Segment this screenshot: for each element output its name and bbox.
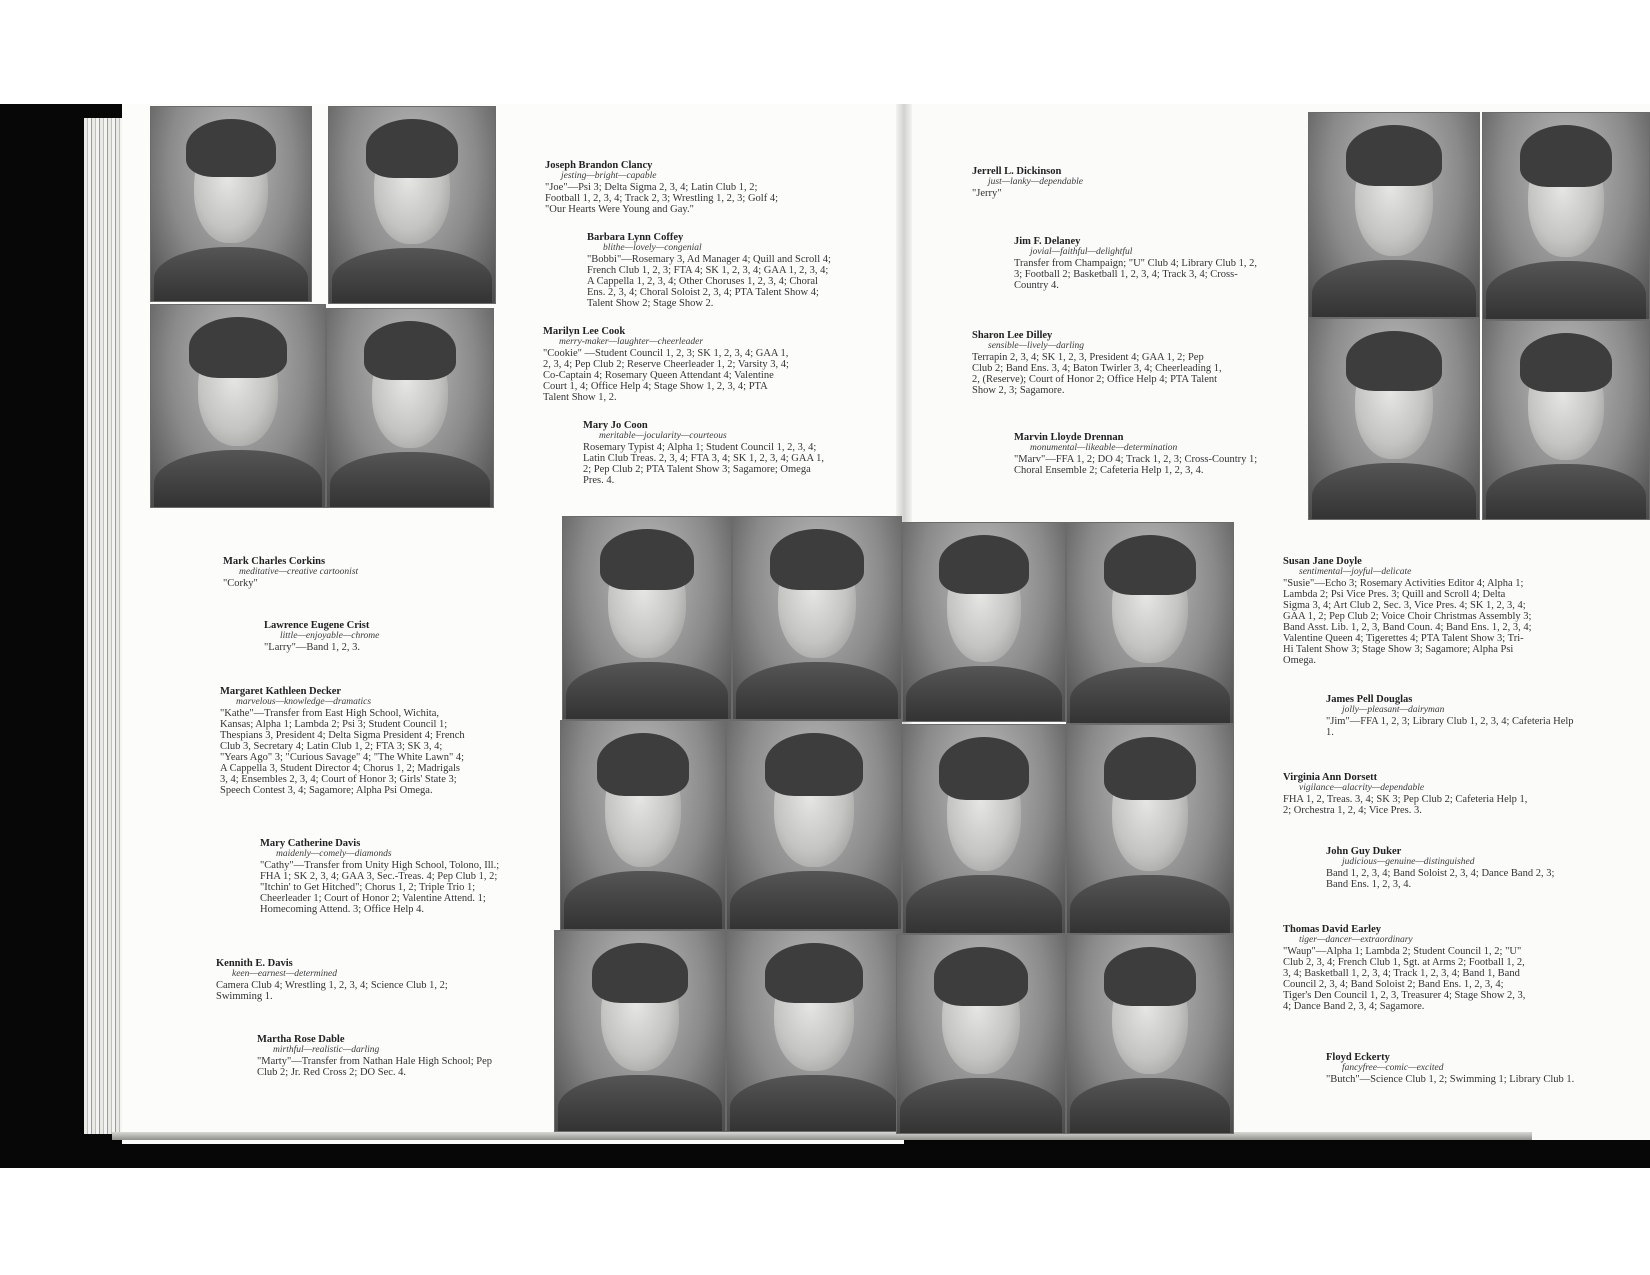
- bio-traits: just—lanky—dependable: [988, 177, 1083, 187]
- senior-bio: [1326, 846, 1576, 890]
- senior-bio: [1014, 236, 1264, 291]
- bio-name: John Guy Duker: [1326, 846, 1402, 857]
- bottom-page-edge: [112, 1132, 1532, 1140]
- bio-name: James Pell Douglas: [1326, 694, 1413, 705]
- senior-bio: [257, 1034, 507, 1078]
- portrait-photo: [328, 106, 496, 304]
- bio-name: Joseph Brandon Clancy: [545, 160, 653, 171]
- senior-bio: [972, 330, 1222, 396]
- bio-traits: monumental—likeable—determination: [1030, 443, 1178, 453]
- bio-traits: judicious—genuine—distinguished: [1342, 857, 1475, 867]
- bio-text: "Cookie" —Student Council 1, 2, 3; SK 1, 2, 3, 4; GAA 1, 2, 3, 4; Pep Club 2; Reserve Cheerleader 1, 2; Varsity 3, 4; Co-Captain 4; Rosemary Queen Attendant 4; Valentine Court 1, 4; Office Help 4; Stage Show 1, 2, 3, 4; PTA Talent Show 1, 2.: [543, 348, 789, 403]
- senior-bio: [223, 556, 473, 589]
- bio-name: Mark Charles Corkins: [223, 556, 326, 567]
- portrait-photo: [554, 930, 726, 1132]
- portrait-photo: [902, 522, 1066, 722]
- bio-traits: jolly—pleasant—dairyman: [1342, 705, 1445, 715]
- portrait-photo: [150, 106, 312, 302]
- bio-text: "Kathe"—Transfer from East High School, Wichita, Kansas; Alpha 1; Lambda 2; Psi 3; Student Council 1; Thespians 3, President 4; Delta Sigma President 4; French Club 3, Secretary 4; Latin Club 1, 2; FTA 3; SK 3, 4; "Years Ago" 3; "Curious Savage" 4; "The White Lawn" 4; A Cappella 3, Student Director 4; Chorus 1, 2; Madrigals 3, 4; Ensembles 2, 3, 4; Court of Honor 3; Girls' State 3; Speech Contest 3, 4; Sagamore; Alpha Psi Omega.: [220, 708, 465, 796]
- senior-bio: [1283, 556, 1533, 666]
- senior-bio: [216, 958, 466, 1002]
- bio-name: Marilyn Lee Cook: [543, 326, 626, 337]
- bio-name: Virginia Ann Dorsett: [1283, 772, 1378, 783]
- portrait-photo: [1066, 934, 1234, 1134]
- bio-traits: jovial—faithful—delightful: [1030, 247, 1133, 257]
- portrait-photo: [726, 720, 902, 930]
- bio-traits: merry-maker—laughter—cheerleader: [559, 337, 704, 347]
- bio-text: "Marty"—Transfer from Nathan Hale High School; Pep Club 2; Jr. Red Cross 2; DO Sec. 4.: [257, 1056, 493, 1078]
- portrait-photo: [726, 930, 902, 1132]
- portrait-photo: [1308, 318, 1480, 520]
- bio-text: Camera Club 4; Wrestling 1, 2, 3, 4; Science Club 1, 2; Swimming 1.: [216, 980, 448, 1002]
- bio-text: FHA 1, 2, Treas. 3, 4; SK 3; Pep Club 2; Cafeteria Help 1, 2; Orchestra 1, 2, 4; Vice Pres. 3.: [1283, 794, 1528, 816]
- portrait-photo: [562, 516, 732, 720]
- portrait-photo: [732, 516, 902, 720]
- senior-bio: [260, 838, 510, 915]
- bio-text: Band 1, 2, 3, 4; Band Soloist 2, 3, 4; Dance Band 2, 3; Band Ens. 1, 2, 3, 4.: [1326, 868, 1555, 890]
- bio-text: "Cathy"—Transfer from Unity High School, Tolono, Ill.; FHA 1; SK 2, 3, 4; GAA 3, Sec.-Treas. 4; Pep Club 1, 2; "Itchin' to Get Hitched"; Chorus 1, 2; Triple Trio 1; Cheerleader 1; Court of Honor 2; Valentine Attend. 1; Homecoming Attend. 3; Office Help 4.: [260, 860, 500, 915]
- bio-traits: sentimental—joyful—delicate: [1299, 567, 1412, 577]
- page-edges: [84, 118, 124, 1134]
- senior-bio: [1014, 432, 1264, 476]
- portrait-photo: [1482, 320, 1650, 520]
- bio-text: "Bobbi"—Rosemary 3, Ad Manager 4; Quill and Scroll 4; French Club 1, 2, 3; FTA 4; SK 1, 2, 3, 4; GAA 1, 2, 3, 4; A Cappella 1, 2, 3, 4; Other Choruses 1, 2, 3, 4; Choral Ens. 2, 3, 4; Choral Soloist 2, 3, 4; PTA Talent Show 4; Talent Show 2; Stage Show 2.: [587, 254, 831, 309]
- bio-name: Kennith E. Davis: [216, 958, 293, 969]
- portrait-photo: [150, 304, 326, 508]
- senior-bio: [545, 160, 793, 215]
- bio-traits: tiger—dancer—extraordinary: [1299, 935, 1413, 945]
- bio-name: Floyd Eckerty: [1326, 1052, 1390, 1063]
- portrait-photo: [896, 934, 1066, 1134]
- bio-traits: jesting—bright—capable: [561, 171, 657, 181]
- bio-name: Susan Jane Doyle: [1283, 556, 1362, 567]
- bio-name: Lawrence Eugene Crist: [264, 620, 370, 631]
- senior-bio: [587, 232, 835, 309]
- bio-text: "Jerry": [972, 188, 1002, 199]
- bio-name: Mary Jo Coon: [583, 420, 648, 431]
- senior-bio: [1283, 772, 1533, 816]
- bio-traits: marvelous—knowledge—dramatics: [236, 697, 372, 707]
- bio-traits: meditative—creative cartoonist: [239, 567, 359, 577]
- bio-text: "Susie"—Echo 3; Rosemary Activities Editor 4; Alpha 1; Lambda 2; Psi Vice Pres. 3; Quill and Scroll 4; Delta Sigma 3, 4; Art Club 2, Sec. 3, Vice Pres. 4; SK 1, 2, 3, 4; GAA 1, 2; Pep Club 2; Voice Choir Christmas Assembly 3; Band Asst. Lib. 1, 2, 3, Band Coun. 4; Band Ens. 1, 2, 3, 4; Valentine Queen 4; Tigerettes 4; PTA Talent Show 3; Tri-Hi Talent Show 3; Stage Show 3; Sagamore; Alpha Psi Omega.: [1283, 578, 1532, 666]
- bio-name: Margaret Kathleen Decker: [220, 686, 342, 697]
- portrait-photo: [560, 720, 726, 930]
- senior-bio: [543, 326, 793, 403]
- bio-name: Mary Catherine Davis: [260, 838, 361, 849]
- senior-bio: [1326, 1052, 1576, 1085]
- senior-bio: [972, 166, 1222, 199]
- senior-bio: [220, 686, 470, 796]
- bio-text: "Butch"—Science Club 1, 2; Swimming 1; Library Club 1.: [1326, 1074, 1575, 1085]
- bio-traits: sensible—lively—darling: [988, 341, 1085, 351]
- bio-name: Barbara Lynn Coffey: [587, 232, 684, 243]
- bio-traits: keen—earnest—determined: [232, 969, 337, 979]
- bio-traits: little—enjoyable—chrome: [280, 631, 380, 641]
- bio-name: Marvin Lloyde Drennan: [1014, 432, 1124, 443]
- portrait-photo: [1066, 522, 1234, 724]
- bio-name: Thomas David Earley: [1283, 924, 1382, 935]
- senior-bio: [583, 420, 833, 486]
- portrait-photo: [1066, 724, 1234, 934]
- bio-traits: blithe—lovely—congenial: [603, 243, 702, 253]
- portrait-photo: [1482, 112, 1650, 320]
- portrait-photo: [1308, 112, 1480, 318]
- portrait-photo: [902, 724, 1066, 934]
- bio-traits: meritable—jocularity—courteous: [599, 431, 727, 441]
- bio-text: "Marv"—FFA 1, 2; DO 4; Track 1, 2, 3; Cross-Country 1; Choral Ensemble 2; Cafeteria Help 1, 2, 3, 4.: [1014, 454, 1258, 476]
- bio-name: Martha Rose Dable: [257, 1034, 345, 1045]
- bio-traits: maidenly—comely—diamonds: [276, 849, 392, 859]
- senior-bio: [1283, 924, 1533, 1012]
- portrait-photo: [326, 308, 494, 508]
- senior-bio: [1326, 694, 1576, 738]
- bio-name: Sharon Lee Dilley: [972, 330, 1053, 341]
- senior-bio: [264, 620, 514, 653]
- bio-text: "Corky": [223, 578, 258, 589]
- bio-text: "Waup"—Alpha 1; Lambda 2; Student Council 1, 2; "U" Club 2, 3, 4; French Club 1, Sgt. at Arms 2; Football 1, 2, 3, 4; Basketball 1, 2, 3, 4; Track 1, 2, 3, 4; Band 1, Band Council 2, 3, 4; Band Soloist 2; Band Ens. 1, 2, 3, 4; Tiger's Den Council 1, 2, 3, Treasurer 4; Stage Show 2, 3, 4; Dance Band 2, 3, 4; Sagamore.: [1283, 946, 1526, 1012]
- bio-text: "Joe"—Psi 3; Delta Sigma 2, 3, 4; Latin Club 1, 2; Football 1, 2, 3, 4; Track 2, 3; Wrestling 1, 2, 3; Golf 4; "Our Hearts Were Young and Gay.": [545, 182, 779, 215]
- bio-text: "Jim"—FFA 1, 2, 3; Library Club 1, 2, 3, 4; Cafeteria Help 1.: [1326, 716, 1574, 738]
- bio-name: Jim F. Delaney: [1014, 236, 1081, 247]
- bio-text: Transfer from Champaign; "U" Club 4; Library Club 1, 2, 3; Football 2; Basketball 1, 2, 3, 4; Track 3, 4; Cross-Country 4.: [1014, 258, 1257, 291]
- bio-text: Terrapin 2, 3, 4; SK 1, 2, 3, President 4; GAA 1, 2; Pep Club 2; Band Ens. 3, 4; Baton Twirler 3, 4; Cheerleading 1, 2, (Reserve); Court of Honor 2; Office Help 4; PTA Talent Show 2, 3; Sagamore.: [972, 352, 1222, 396]
- bio-traits: mirthful—realistic—darling: [273, 1045, 380, 1055]
- bio-text: "Larry"—Band 1, 2, 3.: [264, 642, 361, 653]
- bio-traits: fancyfree—comic—excited: [1342, 1063, 1444, 1073]
- bio-text: Rosemary Typist 4; Alpha 1; Student Council 1, 2, 3, 4; Latin Club Treas. 2, 3, 4; FTA 3, 4; SK 1, 2, 3, 4; GAA 1, 2; Pep Club 2; PTA Talent Show 3; Sagamore; Omega Pres. 4.: [583, 442, 824, 486]
- bio-traits: vigilance—alacrity—dependable: [1299, 783, 1425, 793]
- bio-name: Jerrell L. Dickinson: [972, 166, 1062, 177]
